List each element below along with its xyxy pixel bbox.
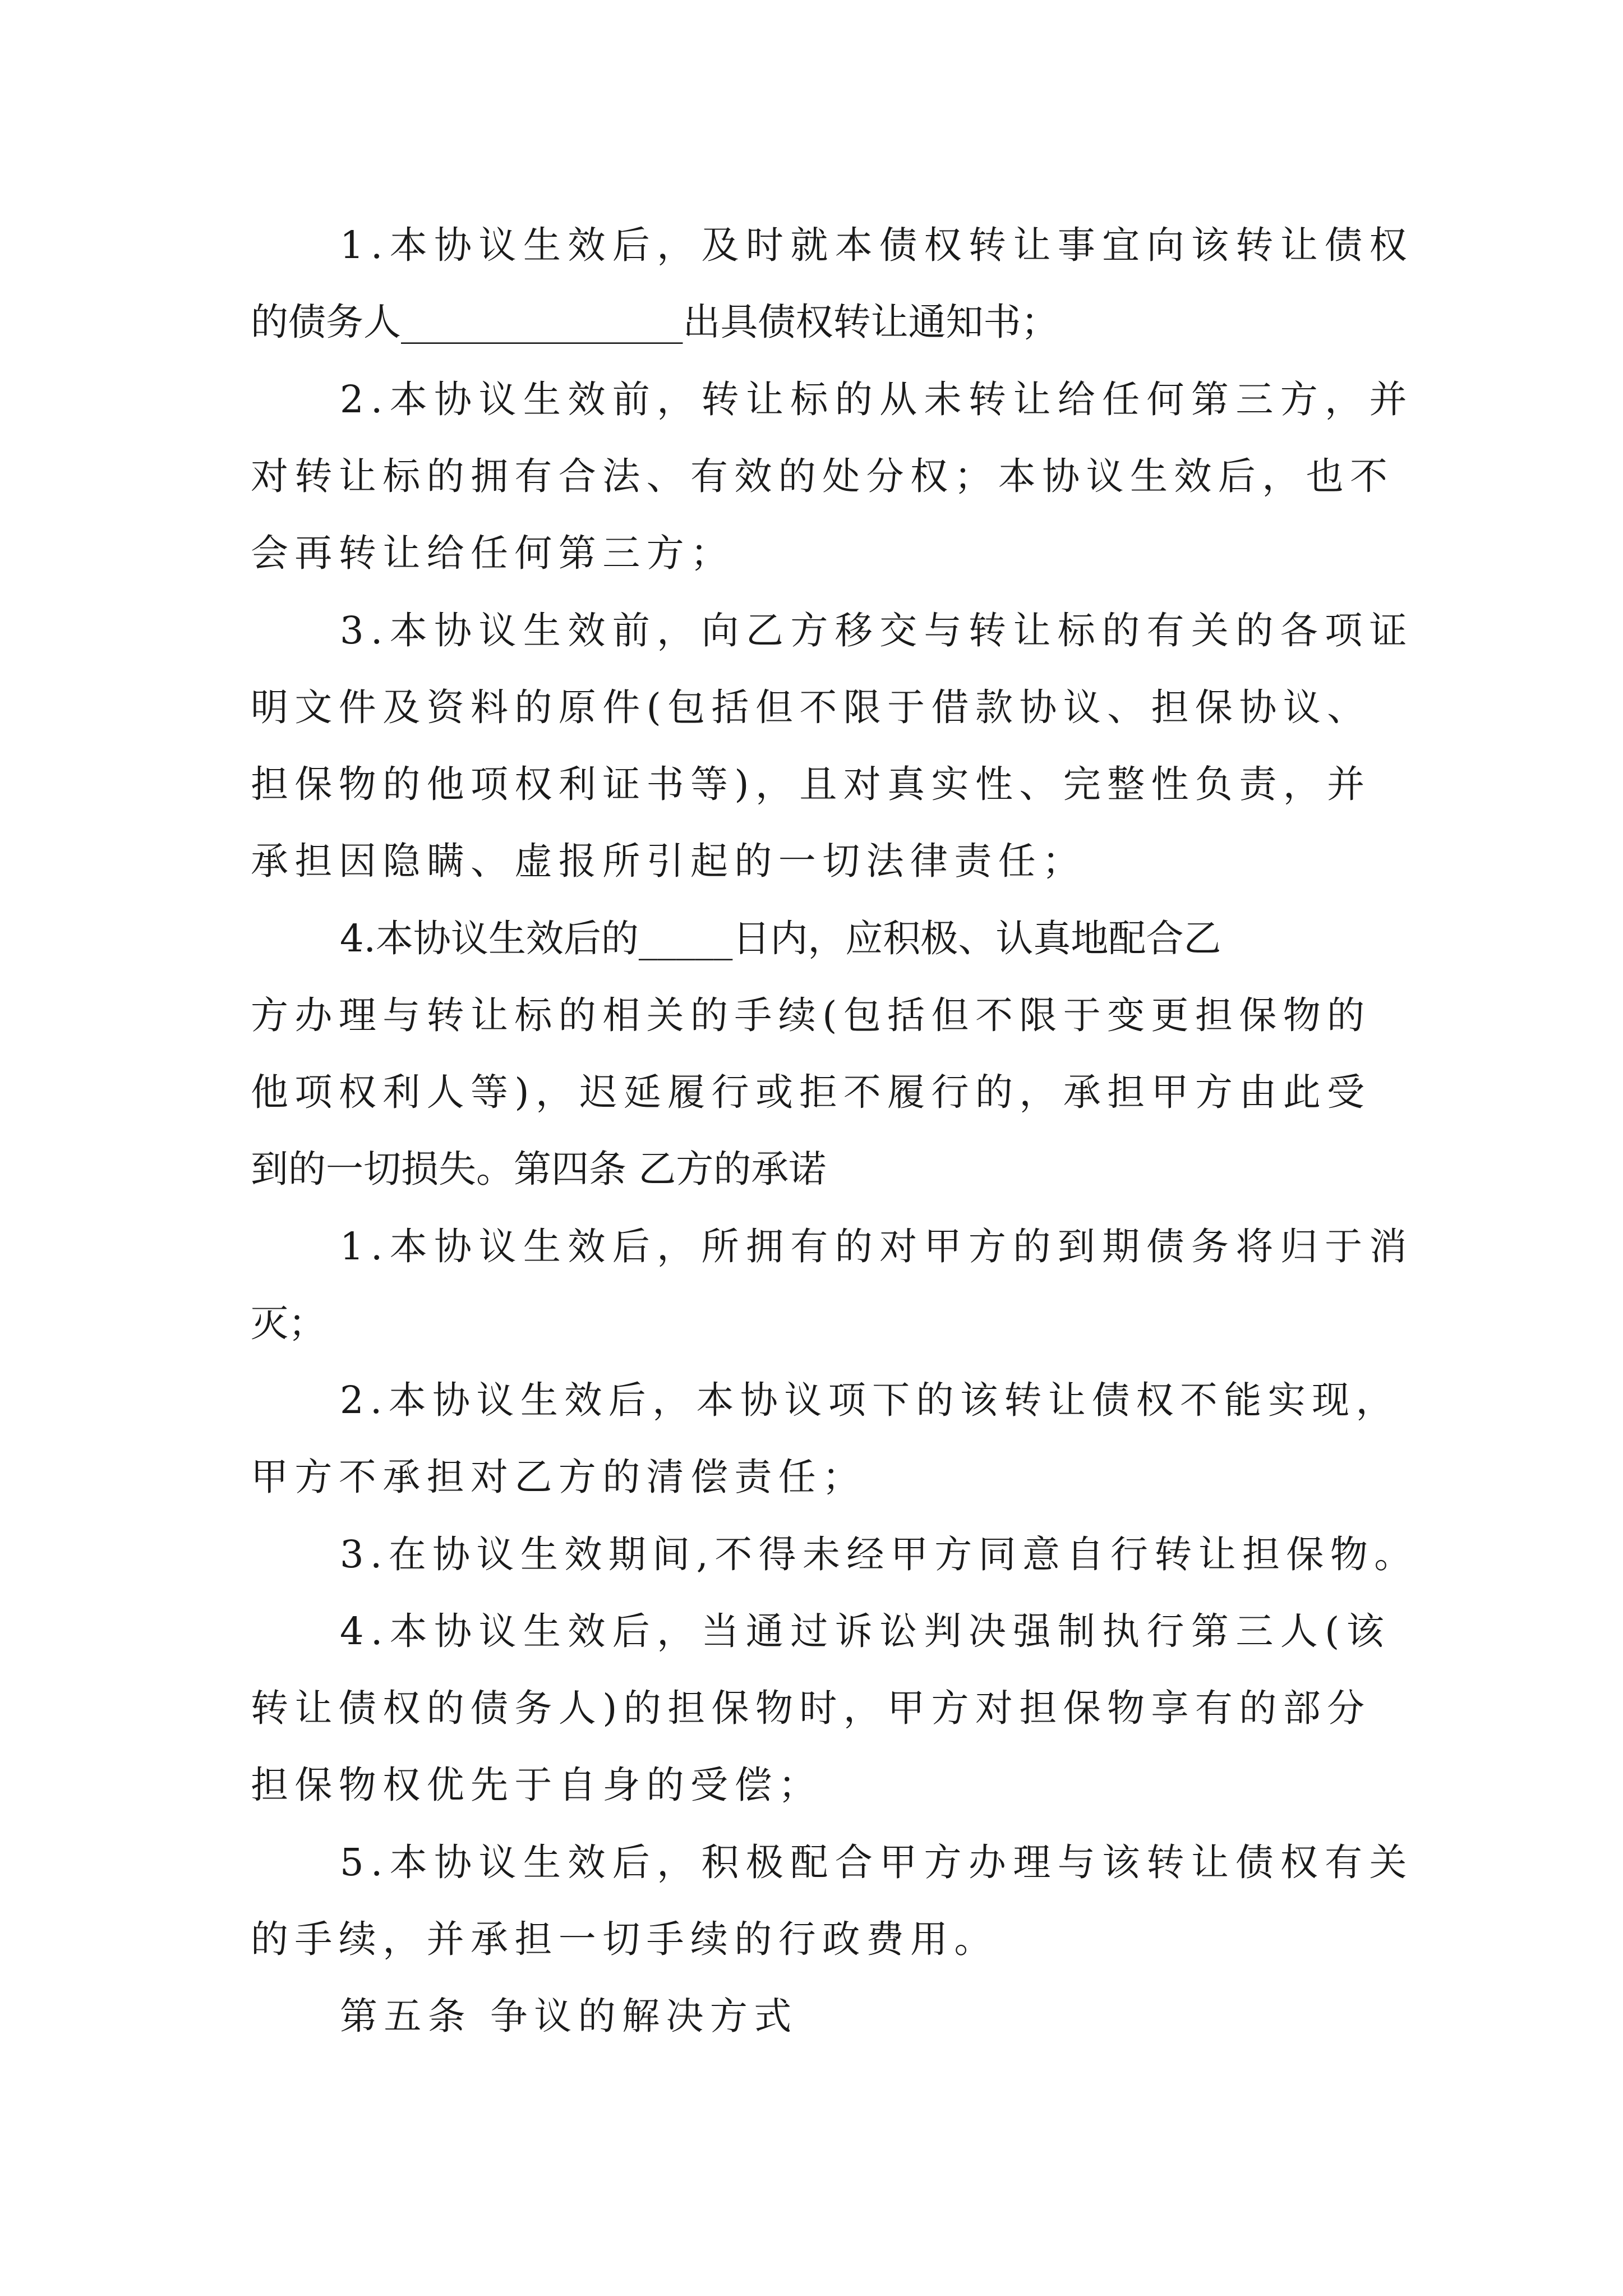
text-line: 甲方不承担对乙方的清偿责任； — [251, 1455, 866, 1499]
text-line: 担保物的他项权利证书等)，且对真实性、完整性负责，并 — [251, 762, 1371, 806]
text-line: 他项权利人等)，迟延履行或拒不履行的，承担甲方由此受 — [251, 1070, 1371, 1114]
text-line: 的手续，并承担一切手续的行政费用。 — [251, 1917, 998, 1961]
text-line: 5.本协议生效后，积极配合甲方办理与该转让债权有关 — [340, 1841, 1414, 1884]
text-line: 4.本协议生效后，当通过诉讼判决强制执行第三人(该 — [340, 1609, 1391, 1653]
text-line: 担保物权优先于自身的受偿； — [251, 1763, 823, 1807]
text-line: 到的一切损失。第四条 乙方的承诺 — [251, 1147, 827, 1191]
text-line: 转让债权的债务人)的担保物时，甲方对担保物享有的部分 — [251, 1686, 1371, 1730]
text-line: 的债务人_______________出具债权转让通知书； — [251, 300, 1059, 344]
text-line: 3.本协议生效前，向乙方移交与转让标的有关的各项证 — [340, 609, 1414, 652]
text-line: 灭； — [251, 1301, 326, 1345]
text-line: 1.本协议生效后，及时就本债权转让事宜向该转让债权 — [340, 223, 1414, 267]
text-line: 会再转让给任何第三方； — [251, 531, 735, 575]
text-line: 4.本协议生效后的_____日内，应积极、认真地配合乙 — [340, 917, 1221, 960]
text-line: 2.本协议生效前，转让标的从未转让给任何第三方，并 — [340, 378, 1414, 421]
text-line: 3.在协议生效期间,不得未经甲方同意自行转让担保物。 — [340, 1533, 1418, 1576]
section-heading: 第五条 争议的解决方式 — [340, 1994, 798, 2038]
text-line: 明文件及资料的原件(包括但不限于借款协议、担保协议、 — [251, 685, 1371, 729]
text-line: 承担因隐瞒、虚报所引起的一切法律责任； — [251, 839, 1086, 883]
text-line: 对转让标的拥有合法、有效的处分权；本协议生效后，也不 — [251, 454, 1394, 498]
text-line: 1.本协议生效后，所拥有的对甲方的到期债务将归于消 — [340, 1225, 1414, 1268]
text-line: 方办理与转让标的相关的手续(包括但不限于变更担保物的 — [251, 993, 1371, 1037]
text-line: 2.本协议生效后，本协议项下的该转让债权不能实现， — [340, 1378, 1400, 1422]
